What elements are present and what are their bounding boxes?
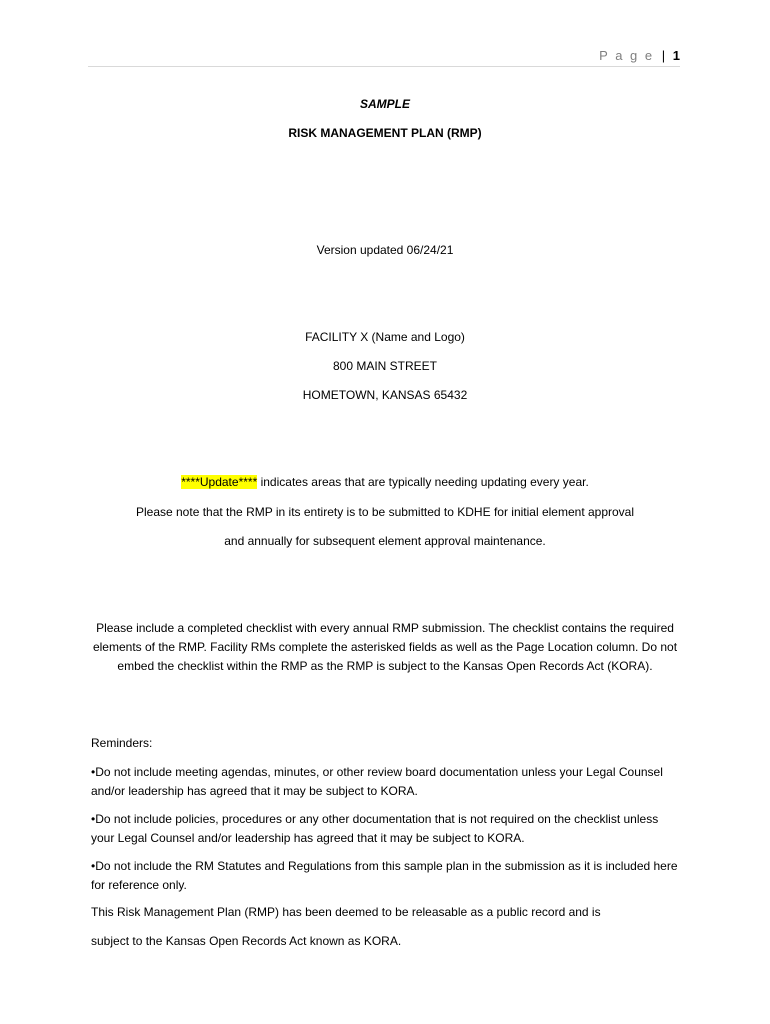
version-text: Version updated 06/24/21 xyxy=(316,243,454,257)
update-notice-text: indicates areas that are typically needing updating every year. xyxy=(257,475,589,489)
reminder-item: •Do not include meeting agendas, minutes, or other review board documentation unless your Legal Counsel and/or leadership has agreed that it may be subject to KORA. xyxy=(91,765,663,798)
page-number: 1 xyxy=(672,48,680,63)
document-title: RISK MANAGEMENT PLAN (RMP) xyxy=(288,126,482,140)
page-word: P a g e xyxy=(599,48,655,63)
facility-name: FACILITY X (Name and Logo) xyxy=(305,330,465,344)
facility-street: 800 MAIN STREET xyxy=(332,359,438,373)
kora-statement: subject to the Kansas Open Records Act known as KORA. xyxy=(91,934,402,948)
update-highlight: ****Update**** xyxy=(181,475,258,489)
sample-title: SAMPLE xyxy=(359,97,410,111)
facility-city: HOMETOWN, KANSAS 65432 xyxy=(302,388,468,402)
page-header xyxy=(88,44,680,67)
releasable-statement: This Risk Management Plan (RMP) has been deemed to be releasable as a public record and is xyxy=(91,905,601,919)
page-number-label xyxy=(599,48,680,63)
page-separator: | xyxy=(661,48,666,63)
submission-note-line2: and annually for subsequent element approval maintenance. xyxy=(224,534,546,548)
reminder-item: •Do not include policies, procedures or any other documentation that is not required on the checklist unless your Legal Counsel and/or leadership has agreed that it may be subject to KORA. xyxy=(91,812,659,845)
reminder-item: •Do not include the RM Statutes and Regulations from this sample plan in the submission as it is included here for reference only. xyxy=(91,859,678,892)
checklist-paragraph: Please include a completed checklist with every annual RMP submission. The checklist contains the required elements of the RMP. Facility RMs complete the asterisked fields as well as the Page Location column. Do not embed the checklist within the RMP as the RMP is subject to the Kansas Open Records Act (KORA). xyxy=(92,621,678,673)
update-notice xyxy=(0,474,770,490)
reminders-heading: Reminders: xyxy=(91,736,153,750)
submission-note-line1: Please note that the RMP in its entirety is to be submitted to KDHE for initial element approval xyxy=(135,505,635,519)
